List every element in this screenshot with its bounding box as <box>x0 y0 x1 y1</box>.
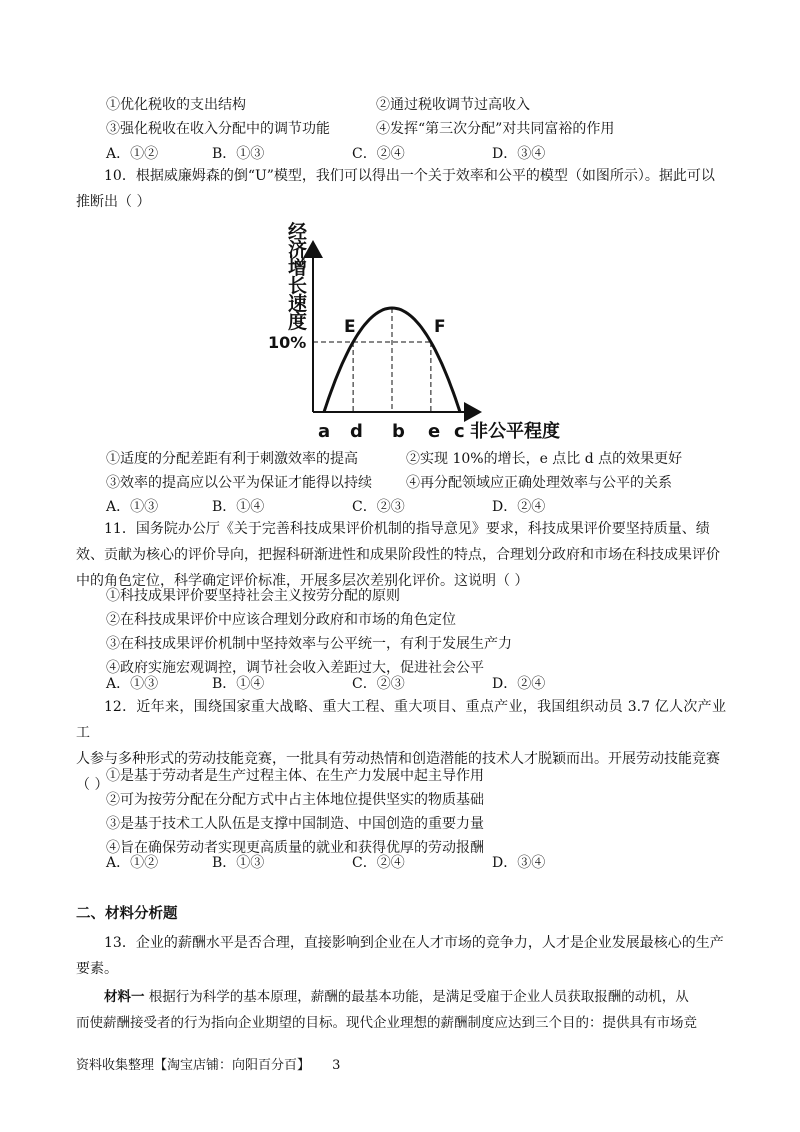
q11-stem-line2: 效、贡献为核心的评价导向，把握科研渐进性和成果阶段性的特点，合理划分政府和市场在科技成果评价 <box>76 547 720 563</box>
q10-choice-a: A．①③ <box>106 499 159 515</box>
q12-choice-c: C．②④ <box>352 855 405 871</box>
q9-options-row2 <box>106 118 726 140</box>
q12-choice-b: B．①③ <box>212 855 265 871</box>
q12-option-1: ①是基于劳动者是生产过程主体、在生产力发展中起主导作用 <box>106 768 484 784</box>
q11-option-2: ②在科技成果评价中应该合理划分政府和市场的角色定位 <box>106 612 456 628</box>
x-tick-b: b <box>392 421 405 442</box>
q11-stem <box>76 516 726 594</box>
q13-stem <box>76 930 726 982</box>
q9-choice-b: B．①③ <box>212 146 265 162</box>
q9-option-3: ③强化税收在收入分配中的调节功能 <box>106 121 330 137</box>
x-tick-a: a <box>318 421 331 442</box>
q10-choices <box>106 496 706 518</box>
q11-choice-b: B．①④ <box>212 676 265 692</box>
footer-text: 资料收集整理【淘宝店铺：向阳百分百】 <box>76 1058 311 1073</box>
q10-options-row1 <box>106 448 726 470</box>
q13-stem-line2: 要素。 <box>76 961 118 977</box>
page-number: 3 <box>332 1058 341 1073</box>
q10-stem-line1: 10．根据威廉姆森的倒“U”模型，我们可以得出一个关于效率和公平的模型（如图所示）。据此可以 <box>104 168 715 184</box>
q12-option-3: ③是基于技术工人队伍是支撑中国制造、中国创造的重要力量 <box>106 816 484 832</box>
q10-option-1: ①适度的分配差距有利于刺激效率的提高 <box>106 451 358 467</box>
q9-options-row1 <box>106 94 726 116</box>
inverted-u-chart <box>262 212 562 444</box>
q12-stem-line3: （ ） <box>76 777 109 793</box>
page-footer <box>76 1054 340 1073</box>
q10-option-3: ③效率的提高应以公平为保证才能得以持续 <box>106 475 372 491</box>
x-tick-d: d <box>350 421 363 442</box>
q9-option-1: ①优化税收的支出结构 <box>106 97 246 113</box>
q9-option-2: ②通过税收调节过高收入 <box>376 97 530 113</box>
q9-choices <box>106 143 706 165</box>
y-axis-label-char: 长 <box>288 275 308 297</box>
q9-choice-d: D．③④ <box>492 146 546 162</box>
q11-stem-line1: 11．国务院办公厅《关于完善科技成果评价机制的指导意见》要求，科技成果评价要坚持质量、绩 <box>104 521 710 537</box>
q13-stem-line1: 13．企业的薪酬水平是否合理，直接影响到企业在人才市场的竞争力，人才是企业发展最核心的生产 <box>104 935 724 951</box>
point-label-f: F <box>434 317 446 337</box>
q10-stem <box>76 163 726 215</box>
y-axis-label-char: 济 <box>288 239 308 261</box>
q12-option-2: ②可为按劳分配在分配方式中占主体地位提供坚实的物质基础 <box>106 792 484 808</box>
q11-choice-d: D．②④ <box>492 676 546 692</box>
q12-choices <box>106 852 706 874</box>
y-axis-label-char: 度 <box>288 311 308 333</box>
q12-choice-d: D．③④ <box>492 855 546 871</box>
y-axis-label <box>288 220 307 333</box>
material-line1: 根据行为科学的基本原理，薪酬的最基本功能，是满足受雇于企业人员获取报酬的动机，从 <box>148 989 689 1005</box>
q10-option-4: ④再分配领域应正确处理效率与公平的关系 <box>406 475 672 491</box>
q11-option-3: ③在科技成果评价机制中坚持效率与公平统一，有利于发展生产力 <box>106 636 512 652</box>
q9-option-4: ④发挥“第三次分配”对共同富裕的作用 <box>376 121 615 137</box>
section-title: 二、材料分析题 <box>76 906 178 922</box>
y-marker-10pct: 10% <box>268 333 307 352</box>
x-tick-c: c <box>454 421 465 442</box>
q10-stem-line2: 推断出（ ） <box>76 194 151 210</box>
q10-choice-c: C．②③ <box>352 499 405 515</box>
y-axis-label-char: 经 <box>288 221 308 243</box>
q12-stem-line1: 12．近年来，围绕国家重大战略、重大工程、重大项目、重点产业，我国组织动员 3.7 亿人次产业工 <box>76 699 726 741</box>
point-label-e: E <box>344 317 356 337</box>
q11-choices <box>106 673 706 695</box>
q11-stem-line3: 中的角色定位，科学确定评价标准，开展多层次差别化评价。这说明（ ） <box>76 573 529 589</box>
q11-option-4: ④政府实施宏观调控，调节社会收入差距过大，促进社会公平 <box>106 660 484 676</box>
x-tick-e: e <box>428 421 441 442</box>
q9-choice-a: A．①② <box>106 146 159 162</box>
y-axis-label-char: 增 <box>288 257 308 279</box>
q10-options-row2 <box>106 472 726 494</box>
y-axis-label-char: 速 <box>288 293 308 315</box>
material-label: 材料一 <box>104 989 145 1005</box>
q12-option-4: ④旨在确保劳动者实现更高质量的就业和获得优厚的劳动报酬 <box>106 840 484 856</box>
q13-material-1 <box>76 984 726 1036</box>
q10-choice-b: B．①④ <box>212 499 265 515</box>
q11-option-1: ①科技成果评价要坚持社会主义按劳分配的原则 <box>106 588 400 604</box>
q10-choice-d: D．②④ <box>492 499 546 515</box>
q11-choice-a: A．①③ <box>106 676 159 692</box>
q9-choice-c: C．②④ <box>352 146 405 162</box>
material-line2: 而使薪酬接受者的行为指向企业期望的目标。现代企业理想的薪酬制度应达到三个目的：提供具有市场竞 <box>76 1015 697 1031</box>
q11-choice-c: C．②③ <box>352 676 405 692</box>
q12-choice-a: A．①② <box>106 855 159 871</box>
x-axis-label: 非公平程度 <box>470 421 560 442</box>
q10-option-2: ②实现 10%的增长，e 点比 d 点的效果更好 <box>406 451 683 467</box>
q12-stem-line2: 人参与多种形式的劳动技能竞赛，一批具有劳动热情和创造潜能的技术人才脱颖而出。开展劳动技能竞赛 <box>76 751 720 767</box>
